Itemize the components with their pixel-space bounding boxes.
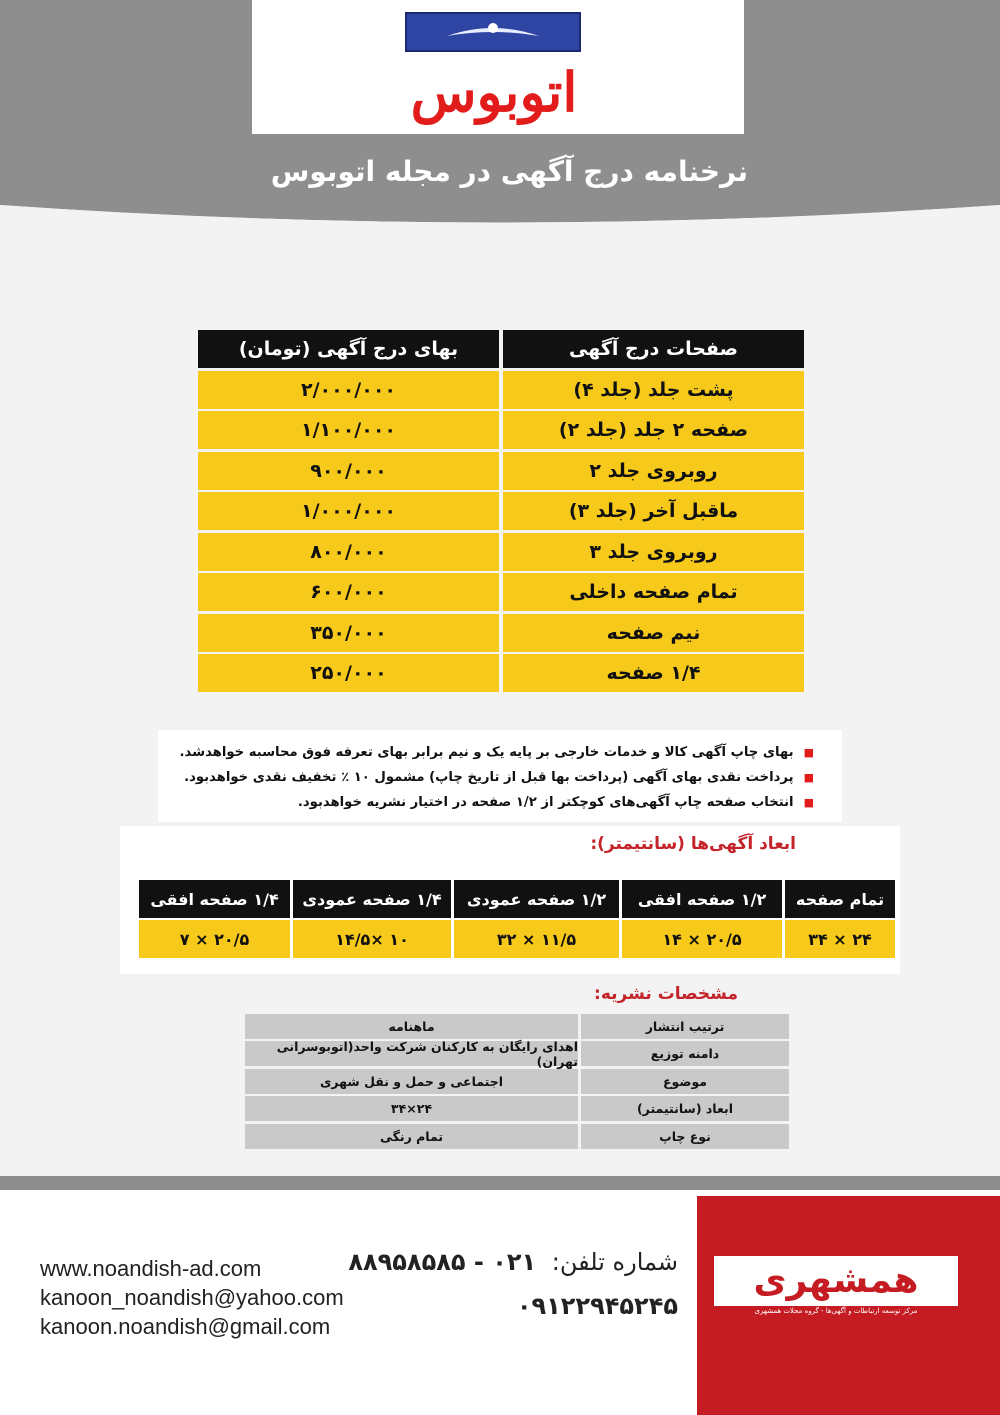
page-cell: روبروی جلد ۳ xyxy=(503,533,804,571)
spec-label: دامنه توزیع xyxy=(581,1041,789,1066)
spec-label: ترتیب انتشار xyxy=(581,1014,789,1039)
dim-header-cell: ۱/۴ صفحه عمودی xyxy=(293,880,451,918)
page-cell: نیم صفحه xyxy=(503,614,804,652)
page-cell: ۱/۴ صفحه xyxy=(503,654,804,692)
price-cell: ۶۰۰/۰۰۰ xyxy=(198,573,499,611)
page-header xyxy=(0,0,1000,240)
price-header: بهای درج آگهی (تومان) xyxy=(198,330,499,368)
hamshahri-logo: همشهری xyxy=(714,1256,958,1306)
table-row xyxy=(245,1096,789,1123)
magazine-logo: اتوبوس xyxy=(410,60,578,124)
spec-value: اهدای رایگان به کارکنان شرکت واحد(اتوبوسرانی تهران) xyxy=(245,1041,578,1066)
page-title: نرخنامه درج آگهی در مجله اتوبوس xyxy=(270,155,748,188)
emblem-icon xyxy=(405,12,581,52)
note-text: پرداخت نقدی بهای آگهی (پرداخت بها قبل از تاریخ چاپ) مشمول ۱۰ ٪ تخفیف نقدی خواهدبود. xyxy=(184,770,794,785)
dim-value-cell: ۱۰ ×۱۴/۵ xyxy=(293,920,451,958)
dimensions-title: ابعاد آگهی‌ها (سانتیمتر): xyxy=(590,834,796,854)
phone-number[interactable]: ۰۲۱ - ۸۸۹۵۸۵۸۵ xyxy=(348,1248,537,1276)
note-item xyxy=(178,740,814,765)
bullet-icon: ■ xyxy=(803,746,814,759)
page-cell: پشت جلد (جلد ۴) xyxy=(503,371,804,409)
price-cell: ۲/۰۰۰/۰۰۰ xyxy=(198,371,499,409)
price-cell: ۸۰۰/۰۰۰ xyxy=(198,533,499,571)
page-cell: صفحه ۲ جلد (جلد ۲) xyxy=(503,411,804,449)
table-row xyxy=(198,614,804,655)
dim-value-cell: ۲۰/۵ × ۷ xyxy=(139,920,290,958)
price-cell: ۲۵۰/۰۰۰ xyxy=(198,654,499,692)
note-item xyxy=(178,790,814,815)
dim-header-cell: ۱/۴ صفحه افقی xyxy=(139,880,290,918)
note-text: بهای چاپ آگهی کالا و خدمات خارجی بر پایه یک و نیم برابر بهای تعرفه فوق محاسبه خواهدشد. xyxy=(179,745,794,760)
page-cell: ماقبل آخر (جلد ۳) xyxy=(503,492,804,530)
table-row xyxy=(198,492,804,533)
email-yahoo-link[interactable]: kanoon_noandish@yahoo.com xyxy=(40,1285,344,1310)
dimensions-table xyxy=(136,880,895,958)
dimensions-header-row xyxy=(136,880,895,920)
spec-value: ماهنامه xyxy=(245,1014,578,1039)
spec-value: تمام رنگی xyxy=(245,1124,578,1149)
table-row xyxy=(245,1069,789,1096)
price-cell: ۱/۱۰۰/۰۰۰ xyxy=(198,411,499,449)
table-row xyxy=(198,654,804,695)
price-cell: ۹۰۰/۰۰۰ xyxy=(198,452,499,490)
bullet-icon: ■ xyxy=(803,771,814,784)
specs-table xyxy=(245,1014,789,1151)
dim-value-cell: ۲۰/۵ × ۱۴ xyxy=(622,920,782,958)
table-row xyxy=(245,1014,789,1041)
table-row xyxy=(245,1124,789,1151)
spec-value: ۲۴×۳۴ xyxy=(245,1096,578,1121)
page-cell: تمام صفحه داخلی xyxy=(503,573,804,611)
bullet-icon: ■ xyxy=(803,796,814,809)
dimensions-value-row xyxy=(136,920,895,958)
pages-header: صفحات درج آگهی xyxy=(503,330,804,368)
phone-line xyxy=(348,1248,678,1276)
note-text: انتخاب صفحه چاپ آگهی‌های کوچکتر از ۱/۲ صفحه در اختیار نشریه خواهدبود. xyxy=(297,795,794,810)
table-row xyxy=(198,411,804,452)
price-cell: ۳۵۰/۰۰۰ xyxy=(198,614,499,652)
brand-subtitle: مرکز توسعه ارتباطات و آگهی‌ها - گروه مجلات همشهری xyxy=(754,1307,918,1315)
website-link[interactable]: www.noandish-ad.com xyxy=(40,1256,262,1281)
dim-value-cell: ۱۱/۵ × ۳۲ xyxy=(454,920,619,958)
price-cell: ۱/۰۰۰/۰۰۰ xyxy=(198,492,499,530)
note-item xyxy=(178,765,814,790)
price-table-header xyxy=(198,330,804,371)
specs-title: مشخصات نشریه: xyxy=(594,984,738,1004)
dim-header-cell: ۱/۲ صفحه عمودی xyxy=(454,880,619,918)
spec-label: ابعاد (سانتیمتر) xyxy=(581,1096,789,1121)
spec-value: اجتماعی و حمل و نقل شهری xyxy=(245,1069,578,1094)
dim-header-cell: ۱/۲ صفحه افقی xyxy=(622,880,782,918)
price-table xyxy=(198,330,804,695)
spec-label: نوع چاپ xyxy=(581,1124,789,1149)
notes-box xyxy=(158,730,842,822)
table-row xyxy=(198,533,804,574)
table-row xyxy=(198,452,804,493)
table-row xyxy=(245,1038,789,1069)
page-cell: روبروی جلد ۲ xyxy=(503,452,804,490)
footer-divider xyxy=(0,1176,1000,1190)
dim-value-cell: ۲۴ × ۳۴ xyxy=(785,920,895,958)
email-gmail-link[interactable]: kanoon.noandish@gmail.com xyxy=(40,1314,331,1339)
table-row xyxy=(198,371,804,412)
table-row xyxy=(198,573,804,614)
dim-header-cell: تمام صفحه xyxy=(785,880,895,918)
mobile-number[interactable]: ۰۹۱۲۲۹۴۵۲۴۵ xyxy=(516,1292,678,1320)
spec-label: موضوع xyxy=(581,1069,789,1094)
phone-label: شماره تلفن: xyxy=(551,1248,678,1276)
